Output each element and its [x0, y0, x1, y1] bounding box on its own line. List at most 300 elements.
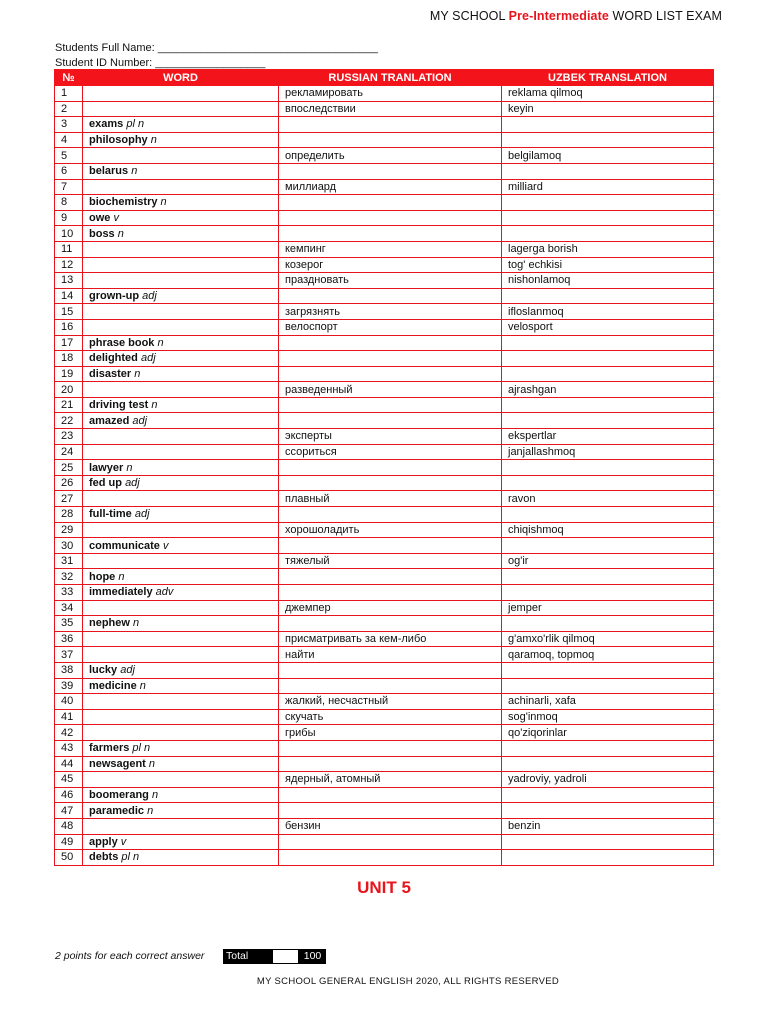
row-number: 25 [55, 460, 83, 476]
part-of-speech: n [133, 617, 140, 630]
part-of-speech: pl n [126, 118, 145, 131]
russian-answer-cell[interactable] [279, 662, 502, 678]
row-number: 14 [55, 288, 83, 304]
table-row [55, 553, 714, 569]
word-cell [83, 740, 279, 756]
russian-answer-cell[interactable] [279, 740, 502, 756]
uzbek-answer-cell[interactable] [502, 210, 714, 226]
word-cell [83, 163, 279, 179]
russian-cell: скучать [279, 709, 502, 725]
uzbek-cell: benzin [502, 818, 714, 834]
russian-answer-cell[interactable] [279, 475, 502, 491]
russian-answer-cell[interactable] [279, 460, 502, 476]
row-number: 23 [55, 429, 83, 445]
row-number: 45 [55, 772, 83, 788]
word-answer-cell[interactable] [83, 148, 279, 164]
header-prefix: MY SCHOOL [429, 9, 506, 23]
word-cell [83, 117, 279, 133]
uzbek-answer-cell[interactable] [502, 163, 714, 179]
word-text: philosophy [89, 134, 148, 147]
table-row [55, 382, 714, 398]
uzbek-cell: yadroviy, yadroli [502, 772, 714, 788]
total-box [223, 949, 326, 964]
total-value: 100 [299, 949, 326, 964]
uzbek-answer-cell[interactable] [502, 226, 714, 242]
word-answer-cell[interactable] [83, 631, 279, 647]
word-cell [83, 585, 279, 601]
table-row [55, 210, 714, 226]
russian-cell: кемпинг [279, 241, 502, 257]
word-text: exams [89, 118, 124, 131]
table-row [55, 756, 714, 772]
table-header-row [55, 70, 714, 86]
table-row [55, 600, 714, 616]
word-cell [83, 195, 279, 211]
table-row [55, 429, 714, 445]
table-row [55, 304, 714, 320]
table-row [55, 335, 714, 351]
header-uzbek: UZBEK TRANSLATION [502, 70, 714, 86]
page-footer: MY SCHOOL GENERAL ENGLISH 2020, ALL RIGHTS RESERVED [256, 976, 560, 987]
header-level: Pre-Intermediate [508, 9, 609, 23]
word-answer-cell[interactable] [83, 522, 279, 538]
points-note: 2 points for each correct answer [55, 950, 205, 962]
row-number: 28 [55, 507, 83, 523]
uzbek-cell: keyin [502, 101, 714, 117]
word-cell [83, 366, 279, 382]
uzbek-answer-cell[interactable] [502, 585, 714, 601]
table-row [55, 850, 714, 866]
row-number: 32 [55, 569, 83, 585]
word-cell [83, 787, 279, 803]
row-number: 46 [55, 787, 83, 803]
row-number: 27 [55, 491, 83, 507]
table-row [55, 538, 714, 554]
row-number: 6 [55, 163, 83, 179]
uzbek-answer-cell[interactable] [502, 335, 714, 351]
uzbek-answer-cell[interactable] [502, 132, 714, 148]
uzbek-answer-cell[interactable] [502, 117, 714, 133]
part-of-speech: n [147, 804, 154, 817]
word-cell [83, 226, 279, 242]
table-row [55, 818, 714, 834]
word-list-table [54, 69, 714, 866]
uzbek-answer-cell[interactable] [502, 288, 714, 304]
header-word: WORD [83, 70, 279, 86]
table-row [55, 662, 714, 678]
word-text: full-time [89, 508, 132, 521]
word-cell [83, 288, 279, 304]
russian-answer-cell[interactable] [279, 288, 502, 304]
word-text: lawyer [89, 461, 124, 474]
total-label: Total [223, 949, 272, 964]
word-answer-cell[interactable] [83, 429, 279, 445]
uzbek-answer-cell[interactable] [502, 678, 714, 694]
uzbek-cell: janjallashmoq [502, 444, 714, 460]
russian-answer-cell[interactable] [279, 351, 502, 367]
uzbek-answer-cell[interactable] [502, 460, 714, 476]
word-text: farmers [89, 742, 130, 755]
word-text: immediately [89, 586, 153, 599]
word-cell [83, 507, 279, 523]
part-of-speech: adv [155, 586, 174, 599]
word-answer-cell[interactable] [83, 319, 279, 335]
table-row [55, 195, 714, 211]
table-row [55, 319, 714, 335]
word-answer-cell[interactable] [83, 382, 279, 398]
uzbek-cell: tog' echkisi [502, 257, 714, 273]
row-number: 40 [55, 694, 83, 710]
russian-answer-cell[interactable] [279, 117, 502, 133]
word-cell [83, 569, 279, 585]
row-number: 16 [55, 319, 83, 335]
unit-title: UNIT 5 [357, 878, 411, 897]
uzbek-cell: qo'ziqorinlar [502, 725, 714, 741]
russian-answer-cell[interactable] [279, 132, 502, 148]
word-text: communicate [89, 539, 160, 552]
uzbek-cell: milliard [502, 179, 714, 195]
word-cell [83, 413, 279, 429]
word-text: boomerang [89, 789, 149, 802]
russian-answer-cell[interactable] [279, 569, 502, 585]
uzbek-cell: ravon [502, 491, 714, 507]
uzbek-cell: nishonlamoq [502, 273, 714, 289]
row-number: 21 [55, 397, 83, 413]
table-row [55, 86, 714, 102]
russian-answer-cell[interactable] [279, 585, 502, 601]
table-row [55, 163, 714, 179]
russian-answer-cell[interactable] [279, 335, 502, 351]
uzbek-answer-cell[interactable] [502, 834, 714, 850]
row-number: 38 [55, 662, 83, 678]
row-number: 37 [55, 647, 83, 663]
word-text: amazed [89, 414, 130, 427]
uzbek-answer-cell[interactable] [502, 351, 714, 367]
table-row [55, 522, 714, 538]
row-number: 12 [55, 257, 83, 273]
word-text: hope [89, 570, 116, 583]
part-of-speech: v [120, 835, 127, 848]
word-text: owe [89, 212, 111, 225]
word-cell [83, 210, 279, 226]
russian-cell: велоспорт [279, 319, 502, 335]
russian-answer-cell[interactable] [279, 616, 502, 632]
word-answer-cell[interactable] [83, 257, 279, 273]
word-answer-cell[interactable] [83, 444, 279, 460]
row-number: 15 [55, 304, 83, 320]
russian-answer-cell[interactable] [279, 210, 502, 226]
uzbek-cell: belgilamoq [502, 148, 714, 164]
part-of-speech: adj [142, 290, 157, 303]
word-text: driving test [89, 399, 149, 412]
table-row [55, 257, 714, 273]
row-number: 49 [55, 834, 83, 850]
part-of-speech: n [118, 570, 125, 583]
word-text: lucky [89, 664, 118, 677]
uzbek-answer-cell[interactable] [502, 850, 714, 866]
part-of-speech: v [113, 212, 119, 225]
part-of-speech: n [126, 461, 133, 474]
word-answer-cell[interactable] [83, 772, 279, 788]
uzbek-cell: lagerga borish [502, 241, 714, 257]
russian-cell: хорошоладить [279, 522, 502, 538]
header-number: № [55, 70, 83, 86]
word-text: boss [89, 227, 115, 240]
russian-cell: праздновать [279, 273, 502, 289]
row-number: 47 [55, 803, 83, 819]
row-number: 9 [55, 210, 83, 226]
student-id-field[interactable]: Student ID Number: __________________ [55, 57, 266, 69]
word-answer-cell[interactable] [83, 725, 279, 741]
russian-answer-cell[interactable] [279, 226, 502, 242]
row-number: 2 [55, 101, 83, 117]
uzbek-answer-cell[interactable] [502, 787, 714, 803]
row-number: 30 [55, 538, 83, 554]
russian-cell: джемпер [279, 600, 502, 616]
russian-answer-cell[interactable] [279, 195, 502, 211]
word-answer-cell[interactable] [83, 818, 279, 834]
word-answer-cell[interactable] [83, 647, 279, 663]
part-of-speech: n [131, 165, 138, 178]
word-cell [83, 132, 279, 148]
word-cell [83, 538, 279, 554]
table-row [55, 803, 714, 819]
row-number: 26 [55, 475, 83, 491]
part-of-speech: n [134, 367, 141, 380]
russian-cell: тяжелый [279, 553, 502, 569]
russian-answer-cell[interactable] [279, 787, 502, 803]
uzbek-answer-cell[interactable] [502, 569, 714, 585]
table-row [55, 678, 714, 694]
word-text: newsagent [89, 757, 146, 770]
table-row [55, 397, 714, 413]
part-of-speech: pl n [132, 742, 151, 755]
uzbek-answer-cell[interactable] [502, 413, 714, 429]
part-of-speech: adj [125, 477, 140, 490]
word-answer-cell[interactable] [83, 304, 279, 320]
table-row [55, 834, 714, 850]
table-row [55, 475, 714, 491]
russian-answer-cell[interactable] [279, 507, 502, 523]
row-number: 41 [55, 709, 83, 725]
table-row [55, 101, 714, 117]
header-russian: RUSSIAN TRANLATION [279, 70, 502, 86]
part-of-speech: n [160, 196, 167, 209]
score-field[interactable] [272, 949, 299, 964]
row-number: 1 [55, 86, 83, 102]
uzbek-answer-cell[interactable] [502, 507, 714, 523]
row-number: 20 [55, 382, 83, 398]
russian-answer-cell[interactable] [279, 850, 502, 866]
table-row [55, 569, 714, 585]
word-cell [83, 834, 279, 850]
uzbek-answer-cell[interactable] [502, 195, 714, 211]
word-text: apply [89, 835, 118, 848]
word-answer-cell[interactable] [83, 694, 279, 710]
russian-answer-cell[interactable] [279, 803, 502, 819]
student-name-field[interactable]: Students Full Name: ____________________________________ [55, 42, 378, 54]
russian-answer-cell[interactable] [279, 834, 502, 850]
russian-cell: ядерный, атомный [279, 772, 502, 788]
russian-cell: присматривать за кем-либо [279, 631, 502, 647]
russian-cell: определить [279, 148, 502, 164]
russian-answer-cell[interactable] [279, 538, 502, 554]
row-number: 10 [55, 226, 83, 242]
russian-cell: миллиард [279, 179, 502, 195]
word-answer-cell[interactable] [83, 709, 279, 725]
word-text: paramedic [89, 804, 145, 817]
uzbek-answer-cell[interactable] [502, 616, 714, 632]
row-number: 11 [55, 241, 83, 257]
russian-answer-cell[interactable] [279, 678, 502, 694]
table-row [55, 507, 714, 523]
uzbek-answer-cell[interactable] [502, 756, 714, 772]
uzbek-cell: jemper [502, 600, 714, 616]
part-of-speech: n [150, 134, 157, 147]
part-of-speech: n [139, 679, 146, 692]
table-row [55, 709, 714, 725]
part-of-speech: v [162, 539, 169, 552]
table-row [55, 740, 714, 756]
uzbek-cell: g'amxo'rlik qilmoq [502, 631, 714, 647]
word-text: disaster [89, 367, 132, 380]
word-answer-cell[interactable] [83, 273, 279, 289]
word-text: debts [89, 851, 119, 864]
table-row [55, 694, 714, 710]
table-row [55, 351, 714, 367]
uzbek-answer-cell[interactable] [502, 397, 714, 413]
word-cell [83, 756, 279, 772]
russian-answer-cell[interactable] [279, 413, 502, 429]
word-cell [83, 803, 279, 819]
russian-cell: жалкий, несчастный [279, 694, 502, 710]
uzbek-cell: og'ir [502, 553, 714, 569]
uzbek-cell: velosport [502, 319, 714, 335]
table-row [55, 413, 714, 429]
row-number: 31 [55, 553, 83, 569]
table-row [55, 117, 714, 133]
uzbek-answer-cell[interactable] [502, 803, 714, 819]
russian-cell: бензин [279, 818, 502, 834]
word-text: belarus [89, 165, 129, 178]
uzbek-answer-cell[interactable] [502, 366, 714, 382]
word-cell [83, 335, 279, 351]
russian-answer-cell[interactable] [279, 397, 502, 413]
uzbek-cell: qaramoq, topmoq [502, 647, 714, 663]
russian-answer-cell[interactable] [279, 756, 502, 772]
uzbek-cell: sog'inmoq [502, 709, 714, 725]
word-answer-cell[interactable] [83, 179, 279, 195]
russian-answer-cell[interactable] [279, 163, 502, 179]
part-of-speech: n [148, 757, 156, 770]
part-of-speech: adj [132, 414, 148, 427]
russian-cell: найти [279, 647, 502, 663]
part-of-speech: pl n [121, 851, 140, 864]
uzbek-cell: reklama qilmoq [502, 86, 714, 102]
row-number: 43 [55, 740, 83, 756]
row-number: 33 [55, 585, 83, 601]
row-number: 18 [55, 351, 83, 367]
header-suffix: WORD LIST EXAM [612, 9, 722, 23]
table-row [55, 616, 714, 632]
row-number: 13 [55, 273, 83, 289]
row-number: 22 [55, 413, 83, 429]
part-of-speech: n [151, 399, 158, 412]
table-row [55, 631, 714, 647]
uzbek-answer-cell[interactable] [502, 538, 714, 554]
row-number: 36 [55, 631, 83, 647]
word-answer-cell[interactable] [83, 491, 279, 507]
table-row [55, 787, 714, 803]
uzbek-cell: ajrashgan [502, 382, 714, 398]
russian-cell: грибы [279, 725, 502, 741]
table-row [55, 288, 714, 304]
uzbek-answer-cell[interactable] [502, 475, 714, 491]
word-text: medicine [89, 679, 137, 692]
word-answer-cell[interactable] [83, 101, 279, 117]
row-number: 19 [55, 366, 83, 382]
part-of-speech: n [151, 789, 159, 802]
table-row [55, 460, 714, 476]
word-cell [83, 475, 279, 491]
russian-answer-cell[interactable] [279, 366, 502, 382]
word-cell [83, 662, 279, 678]
table-row [55, 132, 714, 148]
row-number: 8 [55, 195, 83, 211]
table-row [55, 226, 714, 242]
word-cell [83, 678, 279, 694]
row-number: 35 [55, 616, 83, 632]
table-row [55, 444, 714, 460]
table-row [55, 647, 714, 663]
word-text: biochemistry [89, 196, 158, 209]
uzbek-answer-cell[interactable] [502, 662, 714, 678]
word-answer-cell[interactable] [83, 600, 279, 616]
row-number: 34 [55, 600, 83, 616]
uzbek-cell: chiqishmoq [502, 522, 714, 538]
row-number: 50 [55, 850, 83, 866]
part-of-speech: n [157, 336, 164, 349]
word-answer-cell[interactable] [83, 241, 279, 257]
uzbek-cell: ifloslanmoq [502, 304, 714, 320]
row-number: 48 [55, 818, 83, 834]
uzbek-cell: achinarli, xafa [502, 694, 714, 710]
row-number: 3 [55, 117, 83, 133]
word-cell [83, 397, 279, 413]
word-cell [83, 850, 279, 866]
uzbek-answer-cell[interactable] [502, 740, 714, 756]
word-answer-cell[interactable] [83, 86, 279, 102]
russian-cell: впоследствии [279, 101, 502, 117]
row-number: 7 [55, 179, 83, 195]
russian-cell: рекламировать [279, 86, 502, 102]
russian-cell: загрязнять [279, 304, 502, 320]
row-number: 4 [55, 132, 83, 148]
table-row [55, 179, 714, 195]
word-cell [83, 351, 279, 367]
word-answer-cell[interactable] [83, 553, 279, 569]
row-number: 24 [55, 444, 83, 460]
word-text: delighted [89, 352, 138, 365]
russian-cell: козерог [279, 257, 502, 273]
page-header [430, 9, 722, 23]
word-text: phrase book [89, 336, 155, 349]
word-text: fed up [89, 477, 122, 490]
russian-cell: разведенный [279, 382, 502, 398]
russian-cell: ссориться [279, 444, 502, 460]
uzbek-cell: ekspertlar [502, 429, 714, 445]
part-of-speech: n [117, 227, 124, 240]
